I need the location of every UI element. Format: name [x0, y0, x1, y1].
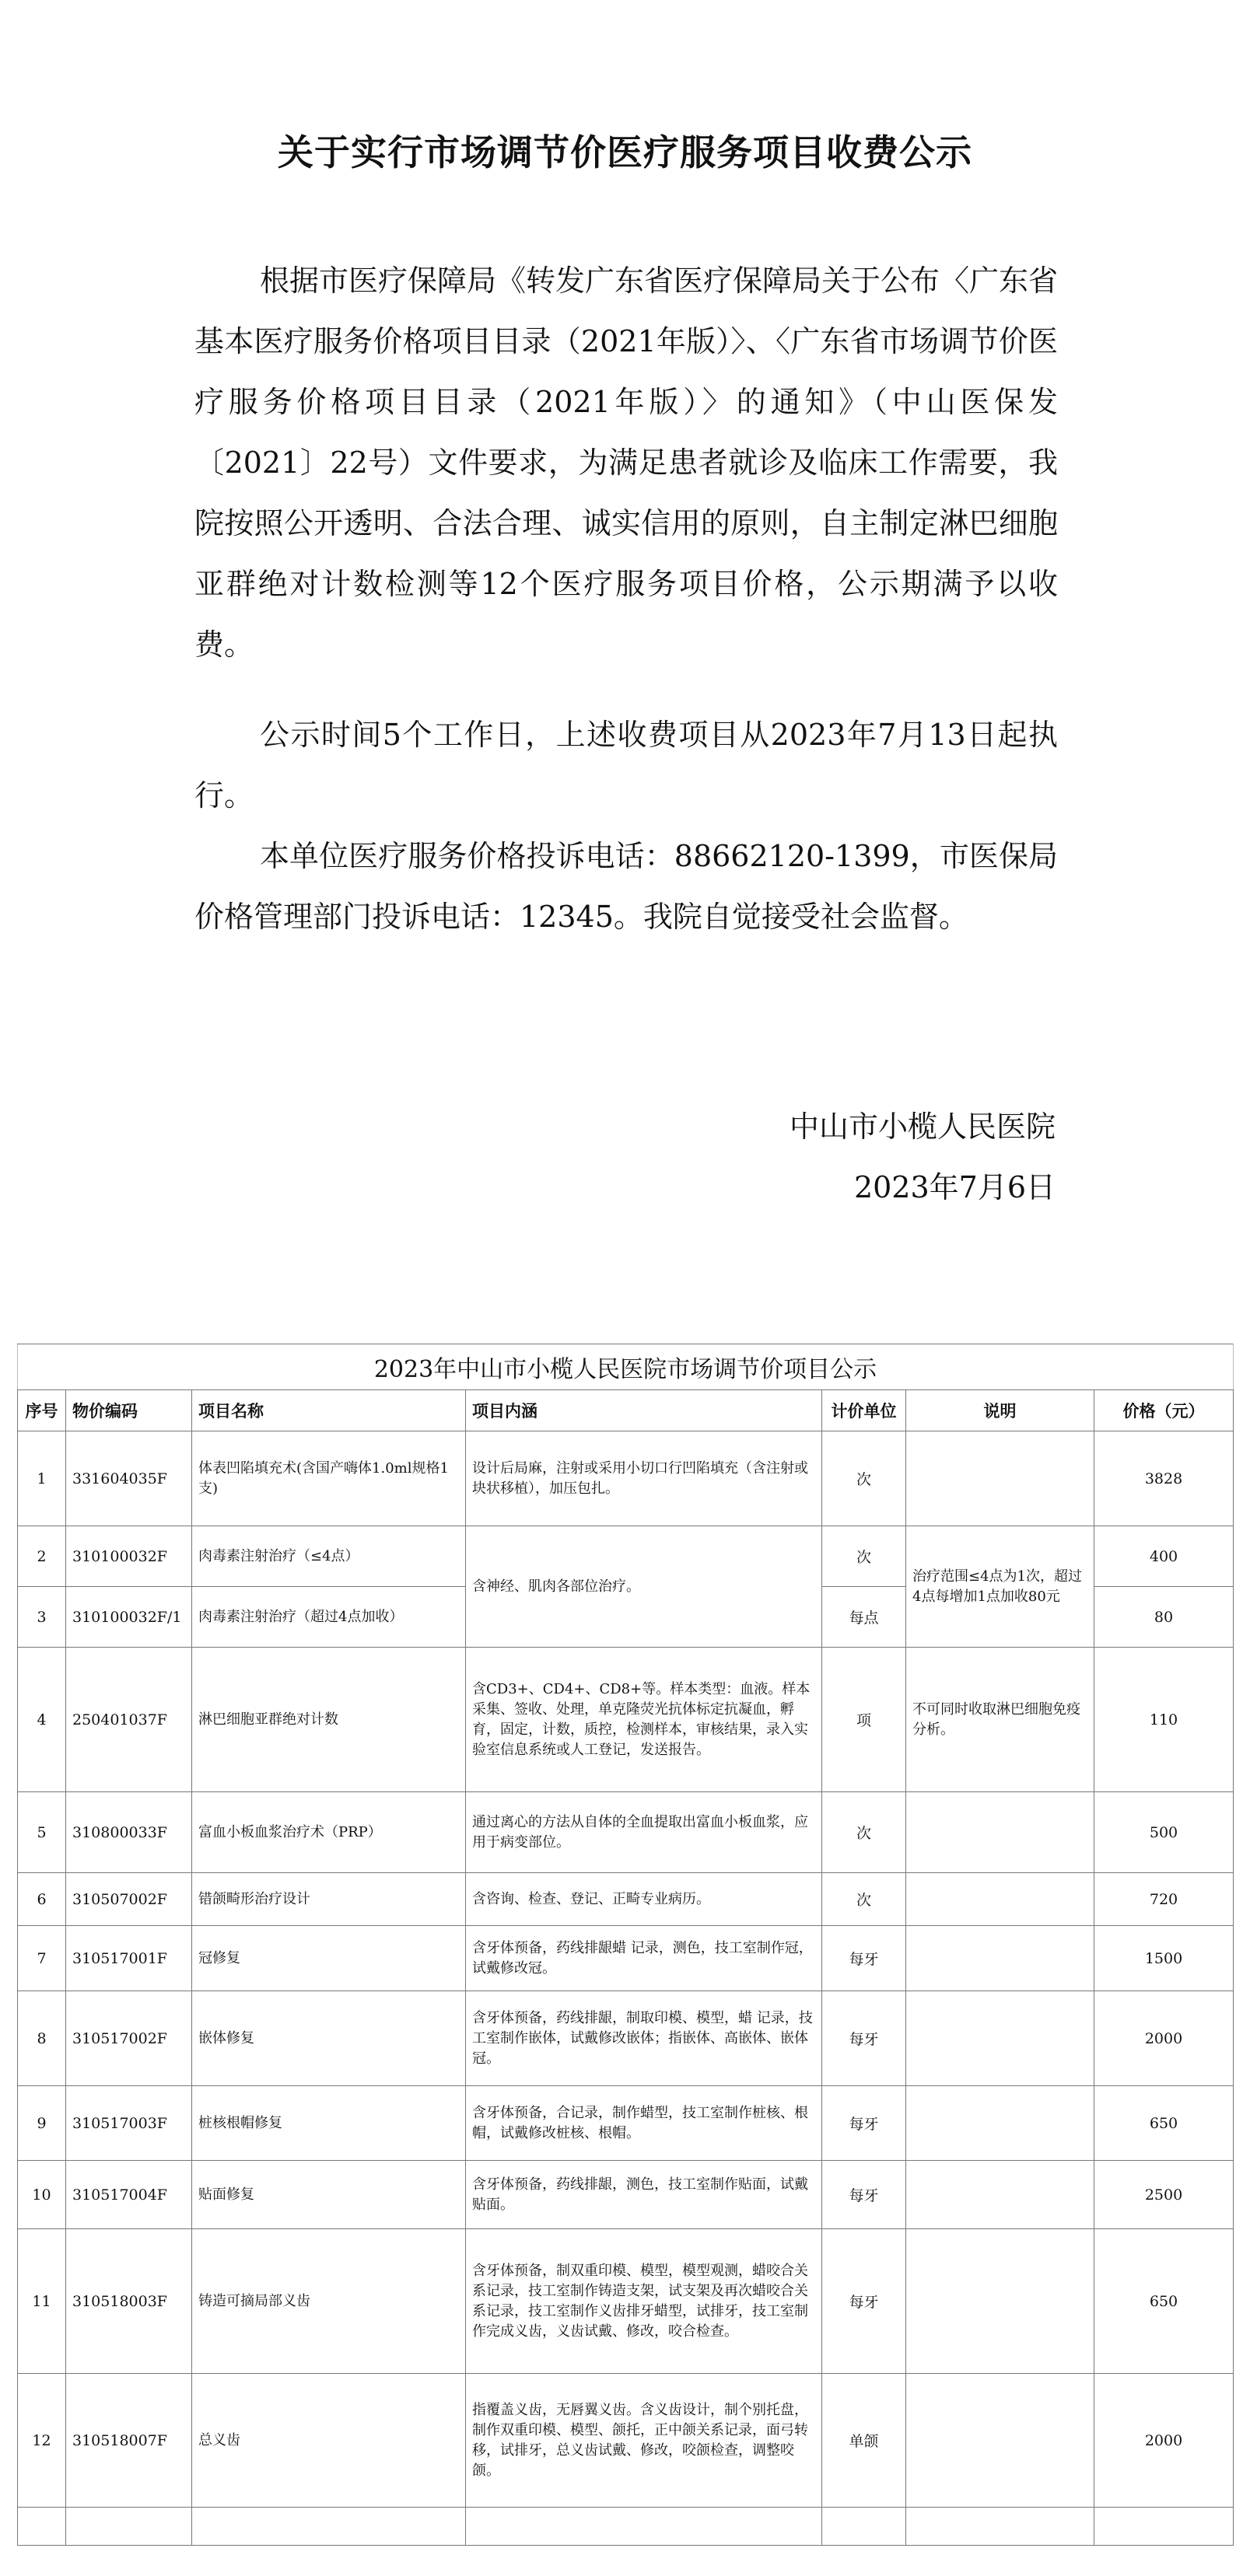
header-price: 价格（元）	[1094, 1390, 1234, 1431]
table-row	[18, 1431, 1234, 1526]
cell-name: 贴面修复	[192, 2161, 466, 2229]
cell-note	[906, 1792, 1094, 1873]
cell-note	[906, 1431, 1094, 1526]
cell-seq: 3	[18, 1587, 66, 1648]
cell-unit: 每牙	[822, 1926, 906, 1991]
cell-seq: 6	[18, 1873, 66, 1926]
blank-cell	[192, 2508, 466, 2546]
table-row	[18, 1526, 1234, 1587]
cell-note: 治疗范围≤4点为1次，超过4点每增加1点加收80元	[906, 1526, 1094, 1648]
header-note: 说明	[906, 1390, 1094, 1431]
cell-content: 含CD3+、CD4+、CD8+等。样本类型：血液。样本采集、签收、处理，单克隆荧光抗体标定抗凝血，孵育，固定，计数，质控，检测样本，审核结果，录入实验室信息系统或人工登记，发送报告。	[466, 1648, 822, 1792]
blank-cell	[906, 2508, 1094, 2546]
cell-seq: 9	[18, 2086, 66, 2161]
cell-code: 250401037F	[66, 1648, 192, 1792]
cell-code: 310100032F/1	[66, 1587, 192, 1648]
cell-content: 指覆盖义齿，无唇翼义齿。含义齿设计，制个别托盘，制作双重印模、模型、颌托，正中颌关系记录，面弓转移，试排牙，总义齿试戴、修改，咬颌检查，调整咬颌。	[466, 2374, 822, 2508]
cell-code: 331604035F	[66, 1431, 192, 1526]
table-row	[18, 1991, 1234, 2086]
blank-cell	[18, 2508, 66, 2546]
blank-cell	[466, 2508, 822, 2546]
table-caption: 2023年中山市小榄人民医院市场调节价项目公示	[18, 1344, 1234, 1390]
cell-price: 80	[1094, 1587, 1234, 1648]
cell-seq: 5	[18, 1792, 66, 1873]
cell-price: 2000	[1094, 2374, 1234, 2508]
table-blank-row	[18, 2508, 1234, 2546]
header-name: 项目名称	[192, 1390, 466, 1431]
cell-note	[906, 2374, 1094, 2508]
table-row	[18, 1873, 1234, 1926]
cell-seq: 8	[18, 1991, 66, 2086]
table-row	[18, 1792, 1234, 1873]
cell-note	[906, 2229, 1094, 2374]
cell-unit: 每牙	[822, 2229, 906, 2374]
cell-code: 310517004F	[66, 2161, 192, 2229]
cell-name: 总义齿	[192, 2374, 466, 2508]
cell-code: 310518007F	[66, 2374, 192, 2508]
table-row	[18, 2229, 1234, 2374]
cell-seq: 2	[18, 1526, 66, 1587]
cell-price: 2000	[1094, 1991, 1234, 2086]
cell-content: 设计后局麻，注射或采用小切口行凹陷填充（含注射或块状移植），加压包扎。	[466, 1431, 822, 1526]
notice-paragraph-3: 本单位医疗服务价格投诉电话：88662120-1399，市医保局价格管理部门投诉电话：12345。我院自觉接受社会监督。	[194, 839, 1058, 934]
header-unit: 计价单位	[822, 1390, 906, 1431]
notice-title: 关于实行市场调节价医疗服务项目收费公示	[278, 131, 972, 173]
cell-content: 含咨询、检查、登记、正畸专业病历。	[466, 1873, 822, 1926]
cell-content: 含牙体预备，药线排龈蜡 记录，测色，技工室制作冠，试戴修改冠。	[466, 1926, 822, 1991]
table-row	[18, 1648, 1234, 1792]
cell-code: 310518003F	[66, 2229, 192, 2374]
blank-cell	[66, 2508, 192, 2546]
cell-unit: 单颌	[822, 2374, 906, 2508]
cell-unit: 每牙	[822, 1991, 906, 2086]
cell-seq: 11	[18, 2229, 66, 2374]
cell-price: 720	[1094, 1873, 1234, 1926]
table-row	[18, 1926, 1234, 1991]
cell-code: 310517001F	[66, 1926, 192, 1991]
table-row	[18, 2161, 1234, 2229]
cell-price: 3828	[1094, 1431, 1234, 1526]
cell-code: 310507002F	[66, 1873, 192, 1926]
cell-seq: 4	[18, 1648, 66, 1792]
cell-unit: 次	[822, 1526, 906, 1587]
notice-paragraph-1: 根据市医疗保障局《转发广东省医疗保障局关于公布〈广东省基本医疗服务价格项目目录（2021年版）〉、〈广东省市场调节价医疗服务价格项目目录（2021年版）〉的通知》（中山医保发〔2021〕22号）文件要求，为满足患者就诊及临床工作需要，我院按照公开透明、合法合理、诚实信用的原则，自主制定淋巴细胞亚群绝对计数检测等12个医疗服务项目价格，公示期满予以收费。	[194, 264, 1059, 662]
cell-code: 310800033F	[66, 1792, 192, 1873]
cell-price: 400	[1094, 1526, 1234, 1587]
cell-seq: 12	[18, 2374, 66, 2508]
cell-note	[906, 2086, 1094, 2161]
price-table	[17, 1344, 1234, 2546]
cell-content: 含牙体预备，药线排龈，测色，技工室制作贴面，试戴贴面。	[466, 2161, 822, 2229]
cell-name: 桩核根帽修复	[192, 2086, 466, 2161]
cell-name: 铸造可摘局部义齿	[192, 2229, 466, 2374]
table-row	[18, 2374, 1234, 2508]
cell-note	[906, 2161, 1094, 2229]
signature-org: 中山市小榄人民医院	[789, 1110, 1056, 1144]
cell-unit: 次	[822, 1792, 906, 1873]
cell-name: 冠修复	[192, 1926, 466, 1991]
cell-content: 含牙体预备，合记录，制作蜡型，技工室制作桩核、根帽，试戴修改桩核、根帽。	[466, 2086, 822, 2161]
cell-name: 肉毒素注射治疗（≤4点）	[192, 1526, 466, 1587]
notice-paragraph-2: 公示时间5个工作日，上述收费项目从2023年7月13日起执行。	[194, 718, 1058, 813]
signature-date: 2023年7月6日	[853, 1170, 1056, 1204]
cell-unit: 项	[822, 1648, 906, 1792]
cell-seq: 7	[18, 1926, 66, 1991]
cell-code: 310517003F	[66, 2086, 192, 2161]
cell-content: 含神经、肌肉各部位治疗。	[466, 1526, 822, 1648]
cell-name: 肉毒素注射治疗（超过4点加收）	[192, 1587, 466, 1648]
cell-unit: 每牙	[822, 2086, 906, 2161]
cell-note	[906, 1926, 1094, 1991]
cell-price: 1500	[1094, 1926, 1234, 1991]
cell-price: 650	[1094, 2229, 1234, 2374]
table-header-row	[18, 1390, 1234, 1431]
cell-price: 2500	[1094, 2161, 1234, 2229]
cell-unit: 次	[822, 1431, 906, 1526]
table-row	[18, 2086, 1234, 2161]
cell-seq: 10	[18, 2161, 66, 2229]
cell-unit: 每点	[822, 1587, 906, 1648]
cell-price: 110	[1094, 1648, 1234, 1792]
cell-name: 嵌体修复	[192, 1991, 466, 2086]
cell-price: 650	[1094, 2086, 1234, 2161]
header-seq: 序号	[18, 1390, 66, 1431]
cell-content: 含牙体预备，药线排龈，制取印模、模型，蜡 记录，技工室制作嵌体，试戴修改嵌体；指嵌体、高嵌体、嵌体冠。	[466, 1991, 822, 2086]
cell-unit: 次	[822, 1873, 906, 1926]
cell-name: 错颌畸形治疗设计	[192, 1873, 466, 1926]
cell-unit: 每牙	[822, 2161, 906, 2229]
cell-note	[906, 1991, 1094, 2086]
cell-note: 不可同时收取淋巴细胞免疫分析。	[906, 1648, 1094, 1792]
header-code: 物价编码	[66, 1390, 192, 1431]
cell-code: 310100032F	[66, 1526, 192, 1587]
blank-cell	[822, 2508, 906, 2546]
cell-price: 500	[1094, 1792, 1234, 1873]
cell-content: 含牙体预备，制双重印模、模型，模型观测，蜡咬合关系记录，技工室制作铸造支架，试支架及再次蜡咬合关系记录，技工室制作义齿排牙蜡型，试排牙，技工室制作完成义齿，义齿试戴、修改，咬合检查。	[466, 2229, 822, 2374]
cell-note	[906, 1873, 1094, 1926]
cell-name: 富血小板血浆治疗术（PRP）	[192, 1792, 466, 1873]
cell-seq: 1	[18, 1431, 66, 1526]
cell-code: 310517002F	[66, 1991, 192, 2086]
blank-cell	[1094, 2508, 1234, 2546]
cell-name: 体表凹陷填充术(含国产嗨体1.0ml规格1支)	[192, 1431, 466, 1526]
cell-content: 通过离心的方法从自体的全血提取出富血小板血浆，应用于病变部位。	[466, 1792, 822, 1873]
header-content: 项目内涵	[466, 1390, 822, 1431]
cell-name: 淋巴细胞亚群绝对计数	[192, 1648, 466, 1792]
